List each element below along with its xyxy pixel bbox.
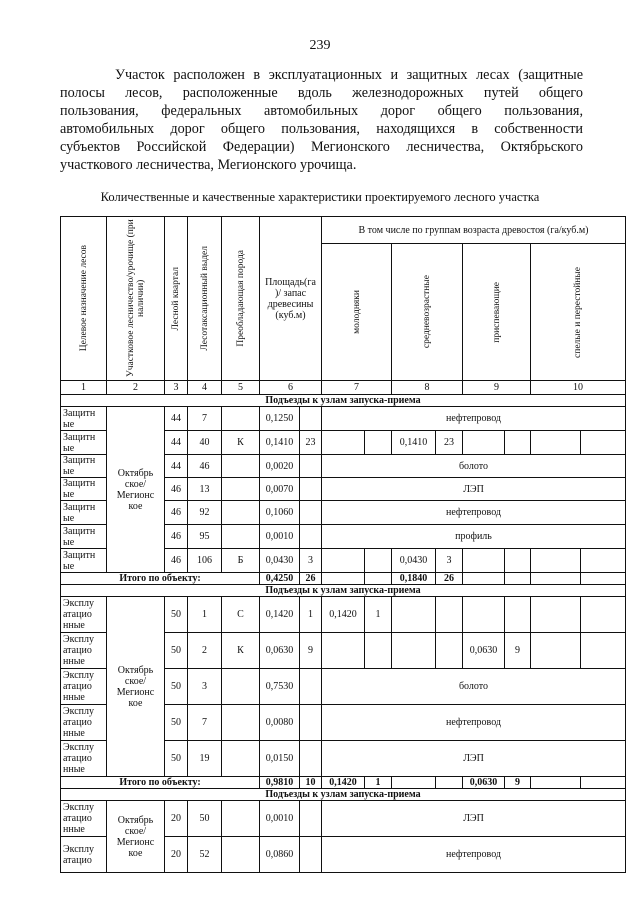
cell-forestry: Октябрь ское/ Мегионс кое bbox=[107, 597, 165, 777]
cell-purpose: Защитн ые bbox=[61, 455, 107, 478]
total-volume: 10 bbox=[300, 777, 322, 789]
cell-species bbox=[222, 478, 260, 501]
cell-quarter: 46 bbox=[165, 501, 188, 525]
cell-area: 0,0150 bbox=[260, 741, 300, 777]
cell-area: 0,0070 bbox=[260, 478, 300, 501]
cell-quarter: 50 bbox=[165, 597, 188, 633]
cell-age-value bbox=[436, 597, 463, 633]
cell-species bbox=[222, 741, 260, 777]
cell-area: 0,0630 bbox=[260, 633, 300, 669]
cell-area: 0,1410 bbox=[260, 431, 300, 455]
section-title: Подъезды к узлам запуска-приема bbox=[61, 395, 626, 407]
cell-age-value: 0,1410 bbox=[392, 431, 436, 455]
header-age-group: В том числе по группам возраста древостоя (га/куб.м) bbox=[322, 217, 626, 244]
cell-note: ЛЭП bbox=[322, 801, 626, 837]
cell-unit: 106 bbox=[188, 549, 222, 573]
cell-area: 0,0860 bbox=[260, 837, 300, 873]
cell-forestry: Октябрь ское/ Мегионс кое bbox=[107, 801, 165, 873]
total-age-value bbox=[322, 573, 365, 585]
cell-area: 0,7530 bbox=[260, 669, 300, 705]
cell-purpose: Эксплу атацио нные bbox=[61, 597, 107, 633]
total-age-value bbox=[392, 777, 436, 789]
cell-quarter: 20 bbox=[165, 801, 188, 837]
cell-note: болото bbox=[322, 455, 626, 478]
cell-note: ЛЭП bbox=[322, 741, 626, 777]
column-number: 3 bbox=[165, 381, 188, 395]
cell-volume: 3 bbox=[300, 549, 322, 573]
cell-area: 0,1060 bbox=[260, 501, 300, 525]
cell-age-value: 23 bbox=[436, 431, 463, 455]
cell-area: 0,0010 bbox=[260, 525, 300, 549]
cell-quarter: 50 bbox=[165, 741, 188, 777]
cell-age-value bbox=[531, 549, 581, 573]
column-number: 8 bbox=[392, 381, 463, 395]
cell-age-value bbox=[581, 633, 626, 669]
total-age-value bbox=[581, 777, 626, 789]
section-title: Подъезды к узлам запуска-приема bbox=[61, 585, 626, 597]
cell-note: нефтепровод bbox=[322, 837, 626, 873]
cell-purpose: Эксплу атацио bbox=[61, 837, 107, 873]
paragraph-line: Участок расположен в эксплуатационных и защитных лесах (защитные bbox=[115, 67, 583, 83]
table-row bbox=[61, 407, 626, 431]
page-number: 239 bbox=[309, 38, 331, 53]
cell-age-value bbox=[436, 633, 463, 669]
paragraph-line: автомобильных дорог общего пользования, находящихся в собственности bbox=[60, 121, 583, 137]
cell-age-value bbox=[531, 431, 581, 455]
cell-note: ЛЭП bbox=[322, 478, 626, 501]
total-age-value: 0,0630 bbox=[463, 777, 505, 789]
column-number: 9 bbox=[463, 381, 531, 395]
header-middle: средневозрастные bbox=[392, 244, 463, 381]
header-unit: Лесотаксационный выдел bbox=[188, 217, 222, 381]
cell-quarter: 50 bbox=[165, 669, 188, 705]
total-area: 0,4250 bbox=[260, 573, 300, 585]
total-age-value bbox=[581, 573, 626, 585]
cell-unit: 92 bbox=[188, 501, 222, 525]
section-title-row bbox=[61, 395, 626, 407]
cell-species bbox=[222, 525, 260, 549]
cell-forestry: Октябрь ское/ Мегионс кое bbox=[107, 407, 165, 573]
paragraph-line: полосы лесов, расположенные вдоль железнодорожных путей общего bbox=[60, 85, 583, 101]
header-forestry: Участковое лесничество/урочище (при наличии) bbox=[107, 217, 165, 381]
cell-unit: 46 bbox=[188, 455, 222, 478]
cell-area: 0,1420 bbox=[260, 597, 300, 633]
column-number: 4 bbox=[188, 381, 222, 395]
cell-age-value bbox=[581, 431, 626, 455]
cell-species bbox=[222, 407, 260, 431]
cell-age-value bbox=[531, 597, 581, 633]
cell-unit: 1 bbox=[188, 597, 222, 633]
cell-quarter: 50 bbox=[165, 705, 188, 741]
cell-note: нефтепровод bbox=[322, 501, 626, 525]
total-age-value bbox=[463, 573, 505, 585]
section-title-row bbox=[61, 585, 626, 597]
cell-area: 0,0010 bbox=[260, 801, 300, 837]
table-row bbox=[61, 597, 626, 633]
cell-note: болото bbox=[322, 669, 626, 705]
total-label: Итого по объекту: bbox=[61, 777, 260, 789]
cell-age-value: 0,1420 bbox=[322, 597, 365, 633]
cell-age-value: 3 bbox=[436, 549, 463, 573]
cell-species: К bbox=[222, 633, 260, 669]
cell-volume bbox=[300, 801, 322, 837]
total-age-value bbox=[436, 777, 463, 789]
cell-quarter: 46 bbox=[165, 478, 188, 501]
total-age-value: 26 bbox=[436, 573, 463, 585]
cell-age-value: 9 bbox=[505, 633, 531, 669]
cell-area: 0,1250 bbox=[260, 407, 300, 431]
cell-age-value bbox=[322, 549, 365, 573]
cell-species: С bbox=[222, 597, 260, 633]
header-maturing: приспевающие bbox=[463, 244, 531, 381]
column-number: 10 bbox=[531, 381, 626, 395]
cell-purpose: Эксплу атацио нные bbox=[61, 633, 107, 669]
cell-volume bbox=[300, 455, 322, 478]
header-quarter: Лесной квартал bbox=[165, 217, 188, 381]
cell-unit: 7 bbox=[188, 705, 222, 741]
header-young: молодняки bbox=[322, 244, 392, 381]
column-number: 5 bbox=[222, 381, 260, 395]
cell-volume: 1 bbox=[300, 597, 322, 633]
paragraph-line: участкового лесничества, Мегионского урочища. bbox=[60, 157, 357, 173]
cell-age-value bbox=[365, 633, 392, 669]
cell-quarter: 44 bbox=[165, 407, 188, 431]
total-age-value bbox=[531, 777, 581, 789]
total-age-value bbox=[505, 573, 531, 585]
total-area: 0,9810 bbox=[260, 777, 300, 789]
column-number: 6 bbox=[260, 381, 322, 395]
cell-area: 0,0430 bbox=[260, 549, 300, 573]
cell-unit: 19 bbox=[188, 741, 222, 777]
paragraph-line: пользования, федеральных автомобильных дорог общего пользования, bbox=[60, 103, 583, 119]
cell-purpose: Защитн ые bbox=[61, 431, 107, 455]
cell-purpose: Защитн ые bbox=[61, 407, 107, 431]
cell-species bbox=[222, 501, 260, 525]
section-title-row bbox=[61, 789, 626, 801]
cell-purpose: Защитн ые bbox=[61, 478, 107, 501]
intro-paragraph bbox=[60, 66, 583, 174]
cell-species bbox=[222, 705, 260, 741]
cell-unit: 3 bbox=[188, 669, 222, 705]
cell-age-value bbox=[463, 549, 505, 573]
cell-species: Б bbox=[222, 549, 260, 573]
table-row bbox=[61, 801, 626, 837]
header-mature: спелые и перестойные bbox=[531, 244, 626, 381]
cell-unit: 13 bbox=[188, 478, 222, 501]
cell-volume: 9 bbox=[300, 633, 322, 669]
forest-plot-table bbox=[60, 216, 626, 873]
cell-purpose: Защитн ые bbox=[61, 549, 107, 573]
cell-quarter: 44 bbox=[165, 455, 188, 478]
total-age-value: 1 bbox=[365, 777, 392, 789]
header-area: Площадь(га )/ запас древесины (куб.м) bbox=[260, 217, 322, 381]
cell-note: нефтепровод bbox=[322, 705, 626, 741]
cell-age-value bbox=[392, 597, 436, 633]
cell-volume bbox=[300, 837, 322, 873]
cell-species bbox=[222, 837, 260, 873]
cell-unit: 40 bbox=[188, 431, 222, 455]
column-number: 7 bbox=[322, 381, 392, 395]
cell-purpose: Защитн ые bbox=[61, 501, 107, 525]
cell-volume bbox=[300, 525, 322, 549]
cell-purpose: Эксплу атацио нные bbox=[61, 669, 107, 705]
cell-volume bbox=[300, 705, 322, 741]
cell-species bbox=[222, 455, 260, 478]
cell-area: 0,0080 bbox=[260, 705, 300, 741]
column-number: 1 bbox=[61, 381, 107, 395]
cell-age-value bbox=[581, 597, 626, 633]
cell-age-value bbox=[581, 549, 626, 573]
cell-quarter: 50 bbox=[165, 633, 188, 669]
cell-age-value bbox=[463, 597, 505, 633]
cell-species bbox=[222, 801, 260, 837]
cell-unit: 7 bbox=[188, 407, 222, 431]
paragraph-line: субъектов Российской Федерации) Мегионского лесничества, Октябрьского bbox=[60, 139, 583, 155]
cell-volume bbox=[300, 741, 322, 777]
total-age-value bbox=[365, 573, 392, 585]
total-age-value bbox=[531, 573, 581, 585]
total-age-value: 0,1420 bbox=[322, 777, 365, 789]
cell-volume bbox=[300, 669, 322, 705]
cell-age-value bbox=[322, 431, 365, 455]
cell-area: 0,0020 bbox=[260, 455, 300, 478]
cell-unit: 50 bbox=[188, 801, 222, 837]
cell-quarter: 46 bbox=[165, 525, 188, 549]
cell-purpose: Защитн ые bbox=[61, 525, 107, 549]
cell-volume bbox=[300, 407, 322, 431]
cell-age-value: 1 bbox=[365, 597, 392, 633]
cell-age-value bbox=[365, 549, 392, 573]
section-title: Подъезды к узлам запуска-приема bbox=[61, 789, 626, 801]
cell-unit: 2 bbox=[188, 633, 222, 669]
cell-quarter: 20 bbox=[165, 837, 188, 873]
cell-age-value: 0,0630 bbox=[463, 633, 505, 669]
cell-species: К bbox=[222, 431, 260, 455]
total-age-value: 0,1840 bbox=[392, 573, 436, 585]
total-label: Итого по объекту: bbox=[61, 573, 260, 585]
cell-age-value bbox=[392, 633, 436, 669]
total-age-value: 9 bbox=[505, 777, 531, 789]
table-caption: Количественные и качественные характеристики проектируемого лесного участка bbox=[100, 190, 540, 204]
cell-volume bbox=[300, 501, 322, 525]
cell-age-value bbox=[365, 431, 392, 455]
cell-age-value bbox=[531, 633, 581, 669]
total-row bbox=[61, 573, 626, 585]
cell-age-value bbox=[505, 597, 531, 633]
cell-note: профиль bbox=[322, 525, 626, 549]
header-purpose: Целевое назначение лесов bbox=[61, 217, 107, 381]
cell-purpose: Эксплу атацио нные bbox=[61, 801, 107, 837]
header-species: Преобладающая порода bbox=[222, 217, 260, 381]
cell-species bbox=[222, 669, 260, 705]
cell-quarter: 46 bbox=[165, 549, 188, 573]
cell-unit: 52 bbox=[188, 837, 222, 873]
cell-age-value bbox=[463, 431, 505, 455]
total-row bbox=[61, 777, 626, 789]
cell-age-value: 0,0430 bbox=[392, 549, 436, 573]
column-number: 2 bbox=[107, 381, 165, 395]
cell-purpose: Эксплу атацио нные bbox=[61, 741, 107, 777]
cell-age-value bbox=[505, 431, 531, 455]
cell-quarter: 44 bbox=[165, 431, 188, 455]
cell-purpose: Эксплу атацио нные bbox=[61, 705, 107, 741]
cell-unit: 95 bbox=[188, 525, 222, 549]
cell-note: нефтепровод bbox=[322, 407, 626, 431]
cell-age-value bbox=[505, 549, 531, 573]
total-volume: 26 bbox=[300, 573, 322, 585]
cell-age-value bbox=[322, 633, 365, 669]
cell-volume: 23 bbox=[300, 431, 322, 455]
cell-volume bbox=[300, 478, 322, 501]
